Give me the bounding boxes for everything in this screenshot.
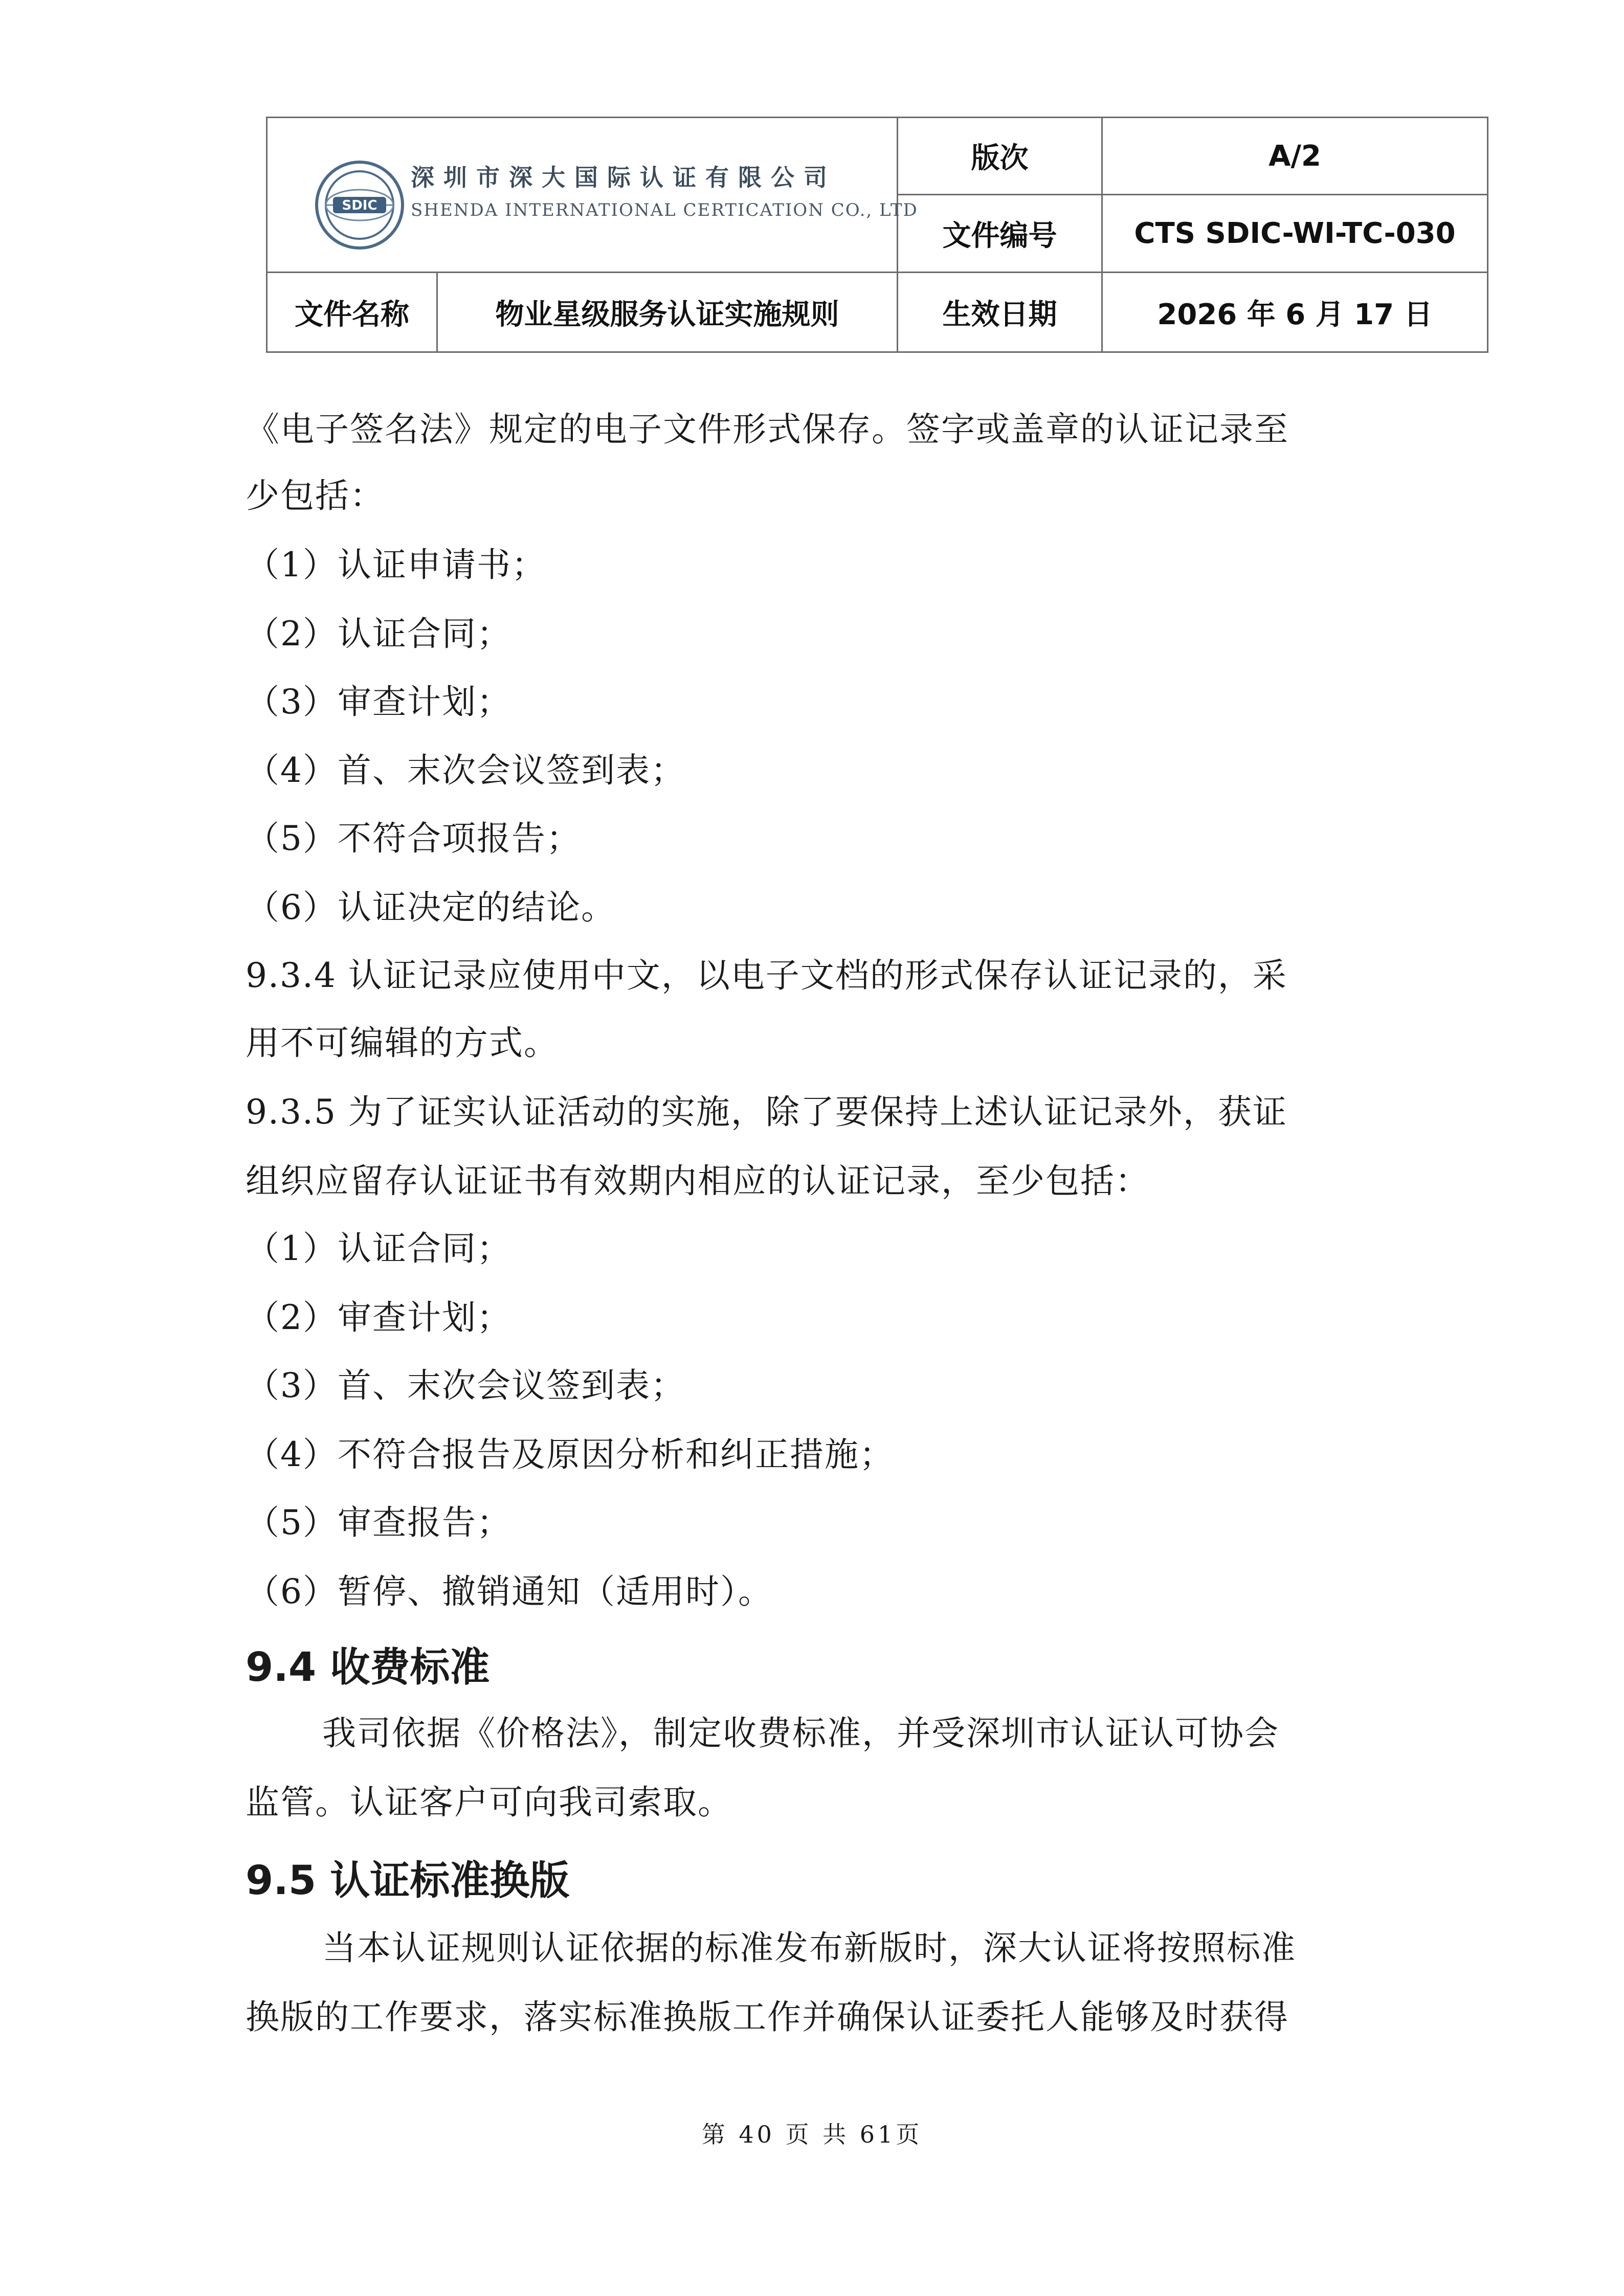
doc-number-label: 文件编号: [942, 219, 1057, 253]
effective-date-label: 生效日期: [942, 298, 1057, 331]
section-heading: 9.5 认证标准换版: [246, 1858, 570, 1904]
company-logo: [314, 149, 918, 261]
list-item: （2）审查计划；: [246, 1298, 511, 1337]
company-name-en: SHENDA INTERNATIONAL CERTICATION CO., LTD: [411, 200, 918, 220]
logo-text: SDIC: [342, 198, 377, 213]
body-line: 当本认证规则认证依据的标准发布新版时，深大认证将按照标准: [322, 1928, 1296, 1968]
page-number: 第 40 页 共 61页: [701, 2121, 923, 2148]
body-line: 9.3.5 为了证实认证活动的实施，除了要保持上述认证记录外，获证: [246, 1092, 1287, 1132]
version-label: 版次: [971, 142, 1029, 175]
list-item: （1）认证申请书；: [246, 545, 546, 584]
sdic-seal-icon: [314, 159, 406, 251]
body-line: 9.3.4 认证记录应使用中文，以电子文档的形式保存认证记录的，采: [246, 956, 1287, 995]
body-line: 组织应留存认证证书有效期内相应的认证记录，至少包括：: [246, 1161, 1150, 1201]
body-line: 换版的工作要求，落实标准换版工作并确保认证委托人能够及时获得: [246, 1997, 1289, 2037]
file-name-value: 物业星级服务认证实施规则: [495, 298, 839, 331]
doc-number-value: CTS SDIC-WI-TC-030: [1134, 217, 1456, 250]
body-line: 我司依据《价格法》，制定收费标准，并受深圳市认证认可协会: [322, 1714, 1279, 1753]
list-item: （2）认证合同；: [246, 614, 511, 654]
list-item: （4）不符合报告及原因分析和纠正措施；: [246, 1435, 894, 1474]
section-heading: 9.4 收费标准: [246, 1645, 490, 1691]
body-line: 《电子签名法》规定的电子文件形式保存。签字或盖章的认证记录至: [246, 410, 1289, 449]
list-item: （6）暂停、撤销通知（适用时）。: [246, 1572, 773, 1611]
list-item: （1）认证合同；: [246, 1229, 511, 1268]
document-header-table: [266, 117, 1488, 353]
list-item: （4）首、末次会议签到表；: [246, 751, 685, 790]
body-line: 少包括：: [246, 476, 385, 515]
version-value: A/2: [1269, 139, 1321, 173]
file-name-label: 文件名称: [295, 298, 409, 331]
company-name-cn: 深圳市深大国际认证有限公司: [411, 164, 836, 191]
list-item: （5）审查报告；: [246, 1503, 511, 1542]
list-item: （5）不符合项报告；: [246, 819, 581, 858]
body-line: 用不可编辑的方式。: [246, 1023, 559, 1063]
list-item: （3）首、末次会议签到表；: [246, 1366, 685, 1405]
list-item: （3）审查计划；: [246, 682, 511, 722]
effective-date-value: 2026 年 6 月 17 日: [1157, 298, 1433, 331]
list-item: （6）认证决定的结论。: [246, 888, 616, 927]
body-line: 监管。认证客户可向我司索取。: [246, 1783, 732, 1822]
